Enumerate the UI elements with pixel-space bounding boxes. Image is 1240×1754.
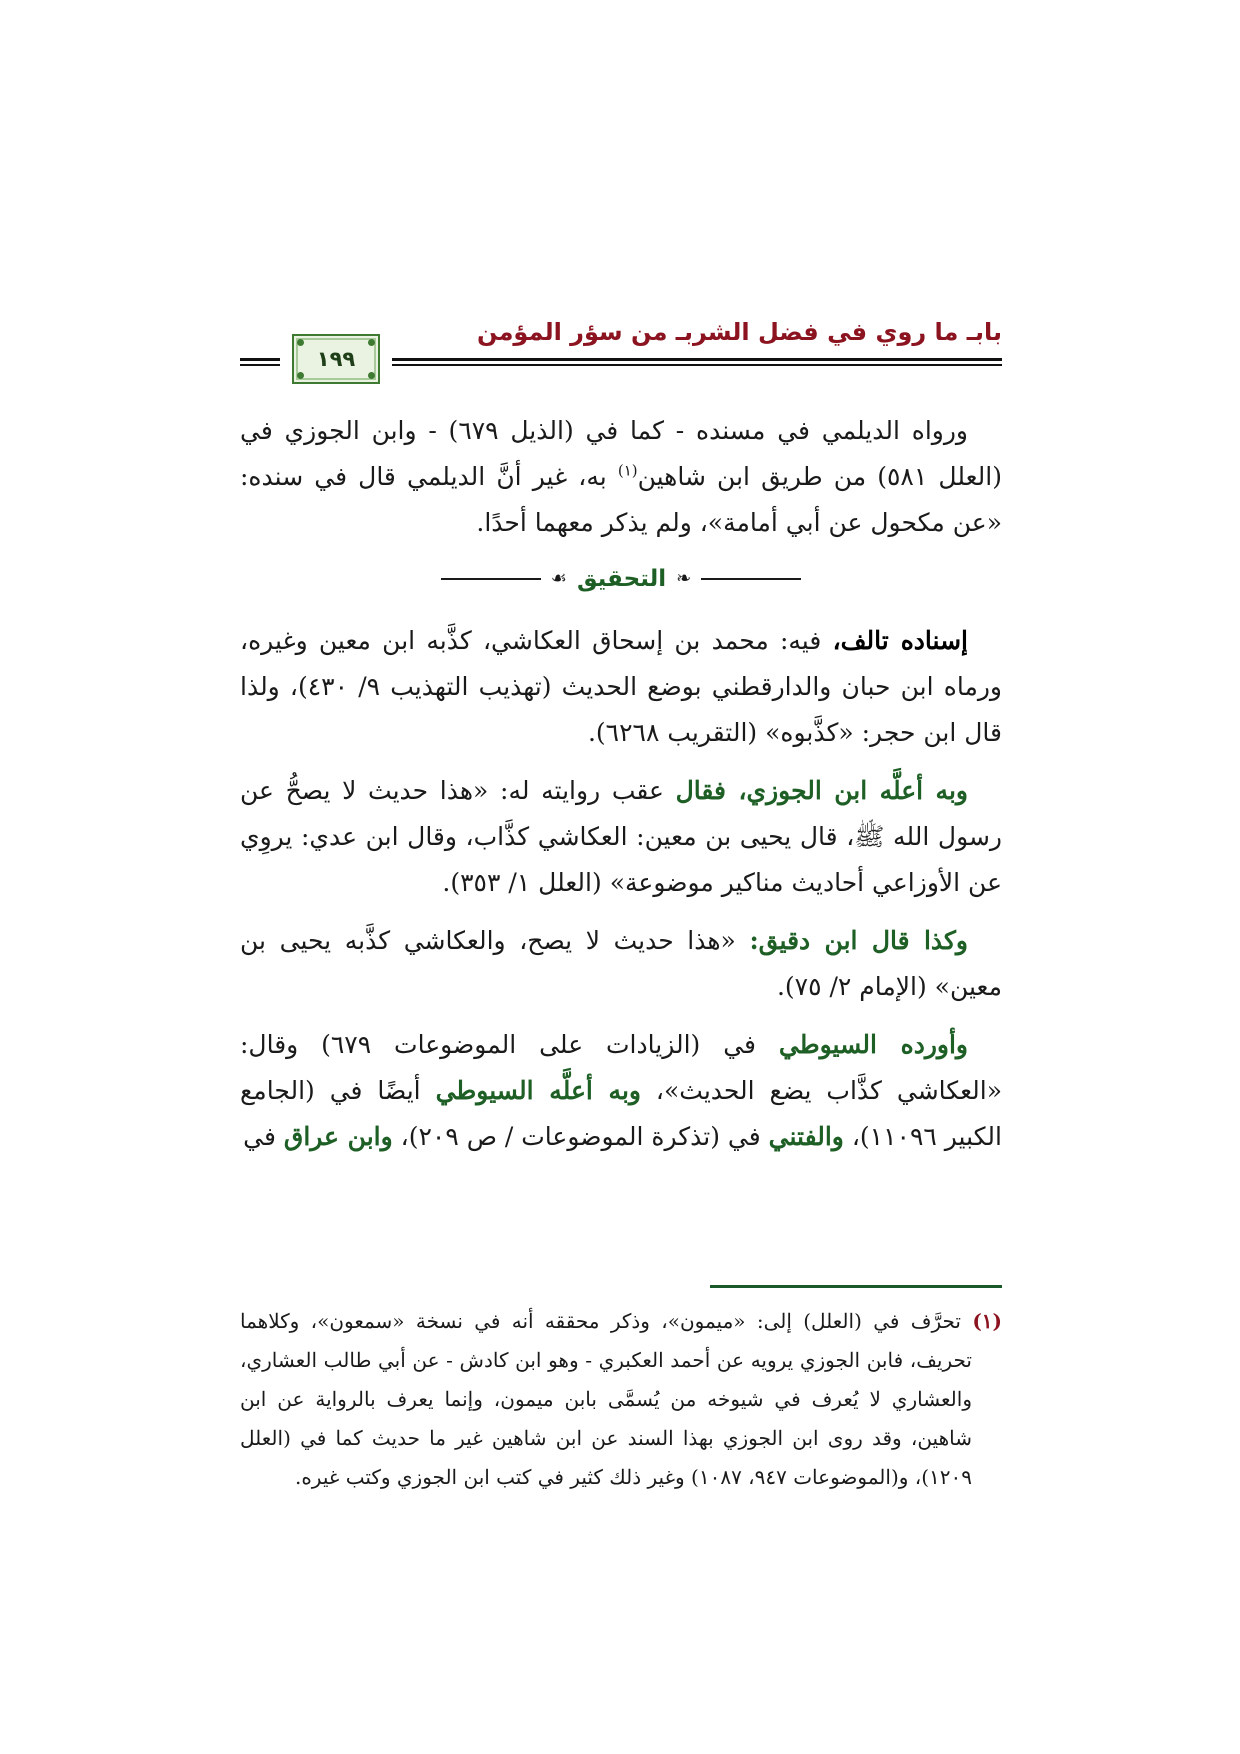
footnote-reference[interactable]: (١) bbox=[617, 461, 638, 480]
paragraph-text: «هذا حديث لا يصح، والعكاشي كذَّبه يحيى بن معين» (الإمام ٢/ ٧٥). bbox=[240, 926, 1002, 1001]
paragraph-isnad bbox=[240, 618, 1002, 756]
page-number-badge bbox=[292, 334, 380, 384]
paragraph-ibn-daqiq bbox=[240, 918, 1002, 1010]
paragraph-text: فيه: محمد بن إسحاق العكاشي، كذَّبه ابن معين وغيره، ورماه ابن حبان والدارقطني بوضع الحديث (تهذيب التهذيب ٩/ ٤٣٠)، ولذا قال ابن حجر: «كذَّبوه» (التقريب ٦٢٦٨). bbox=[240, 626, 1003, 747]
intro-text-2: به، غير أنَّ الديلمي قال في سنده: «عن مكحول عن أبي أمامة»، ولم يذكر معهما أحدًا. bbox=[240, 462, 1002, 537]
paragraph-lead: إسناده تالف، bbox=[832, 626, 968, 655]
divider-line-right bbox=[701, 578, 801, 580]
page-header bbox=[240, 318, 1002, 388]
footnote-number: (١) bbox=[972, 1309, 1002, 1333]
badge-ornament-icon bbox=[297, 372, 304, 379]
footnote-1 bbox=[240, 1302, 1002, 1497]
divider-ornament-icon: ❧ bbox=[676, 568, 692, 589]
header-rule-left-thin bbox=[240, 364, 280, 366]
paragraph-text: في bbox=[243, 1122, 284, 1151]
footnotes bbox=[240, 1302, 1002, 1497]
intro-text-1: ورواه الديلمي في مسنده - كما في (الذيل ٦٧٩) - وابن الجوزي في (العلل ٥٨١) من طريق ابن شاهين bbox=[240, 416, 1002, 491]
section-title: التحقيق bbox=[576, 566, 667, 592]
page-number: ١٩٩ bbox=[316, 347, 356, 371]
header-rule-left bbox=[240, 358, 280, 361]
paragraph-text: في (الزيادات على الموضوعات ٦٧٩) وقال: «العكاشي كذَّاب يضع الحديث»، bbox=[240, 1030, 1002, 1105]
paragraph-lead: وبه أعلَّه السيوطي bbox=[435, 1076, 641, 1105]
paragraph-lead: وبه أعلَّه ابن الجوزي، فقال bbox=[675, 776, 968, 805]
header-rule-right-thin bbox=[392, 364, 1002, 366]
paragraph-text: أيضًا في (الجامع الكبير ١١٠٩٦)، bbox=[240, 1076, 1002, 1151]
paragraph-lead: وكذا قال ابن دقيق: bbox=[749, 926, 968, 955]
header-rule-right bbox=[392, 358, 1002, 361]
footnote-text: تحرَّف في (العلل) إلى: «ميمون»، وذكر محققه أنه في نسخة «سمعون»، وكلاهما تحريف، فابن الجوزي يرويه عن أحمد العكبري - وهو ابن كادش - عن أبي طالب العشاري، والعشاري لا يُعرف في شيوخه من يُسمَّى بابن ميمون، وإنما يعرف بالرواية عن ابن شاهين، وقد روى ابن الجوزي بهذا السند عن ابن شاهين غير ما حديث كما في (العلل ١٢٠٩)، و(الموضوعات ٩٤٧، ١٠٨٧) وغير ذلك كثير في كتب ابن الجوزي وكتب غيره. bbox=[240, 1309, 973, 1489]
paragraph-ibn-jawzi bbox=[240, 768, 1002, 906]
intro-paragraph bbox=[240, 408, 1002, 546]
paragraph-text: عقب روايته له: «هذا حديث لا يصحُّ عن رسول الله ﷺ، قال يحيى بن معين: العكاشي كذَّاب، وقال ابن عدي: يروِي عن الأوزاعي أحاديث مناكير موضوعة» (العلل ١/ ٣٥٣). bbox=[240, 776, 1002, 897]
badge-ornament-icon bbox=[297, 339, 304, 346]
paragraph-text: في (تذكرة الموضوعات / ص ٢٠٩)، bbox=[392, 1122, 769, 1151]
badge-ornament-icon bbox=[368, 339, 375, 346]
paragraph-suyuti bbox=[240, 1022, 1002, 1160]
badge-ornament-icon bbox=[368, 372, 375, 379]
paragraph-lead: والفتني bbox=[768, 1122, 844, 1151]
footnote-separator bbox=[710, 1285, 1002, 1288]
divider-line-left bbox=[441, 578, 541, 580]
section-divider bbox=[240, 556, 1002, 602]
divider-ornament-icon: ☙ bbox=[550, 568, 567, 589]
chapter-title: بابـ ما روي في فضل الشربـ من سؤر المؤمن bbox=[476, 318, 1002, 346]
paragraph-lead: وأورده السيوطي bbox=[778, 1030, 968, 1059]
main-text bbox=[240, 408, 1002, 1172]
paragraph-lead: وابن عراق bbox=[283, 1122, 393, 1151]
